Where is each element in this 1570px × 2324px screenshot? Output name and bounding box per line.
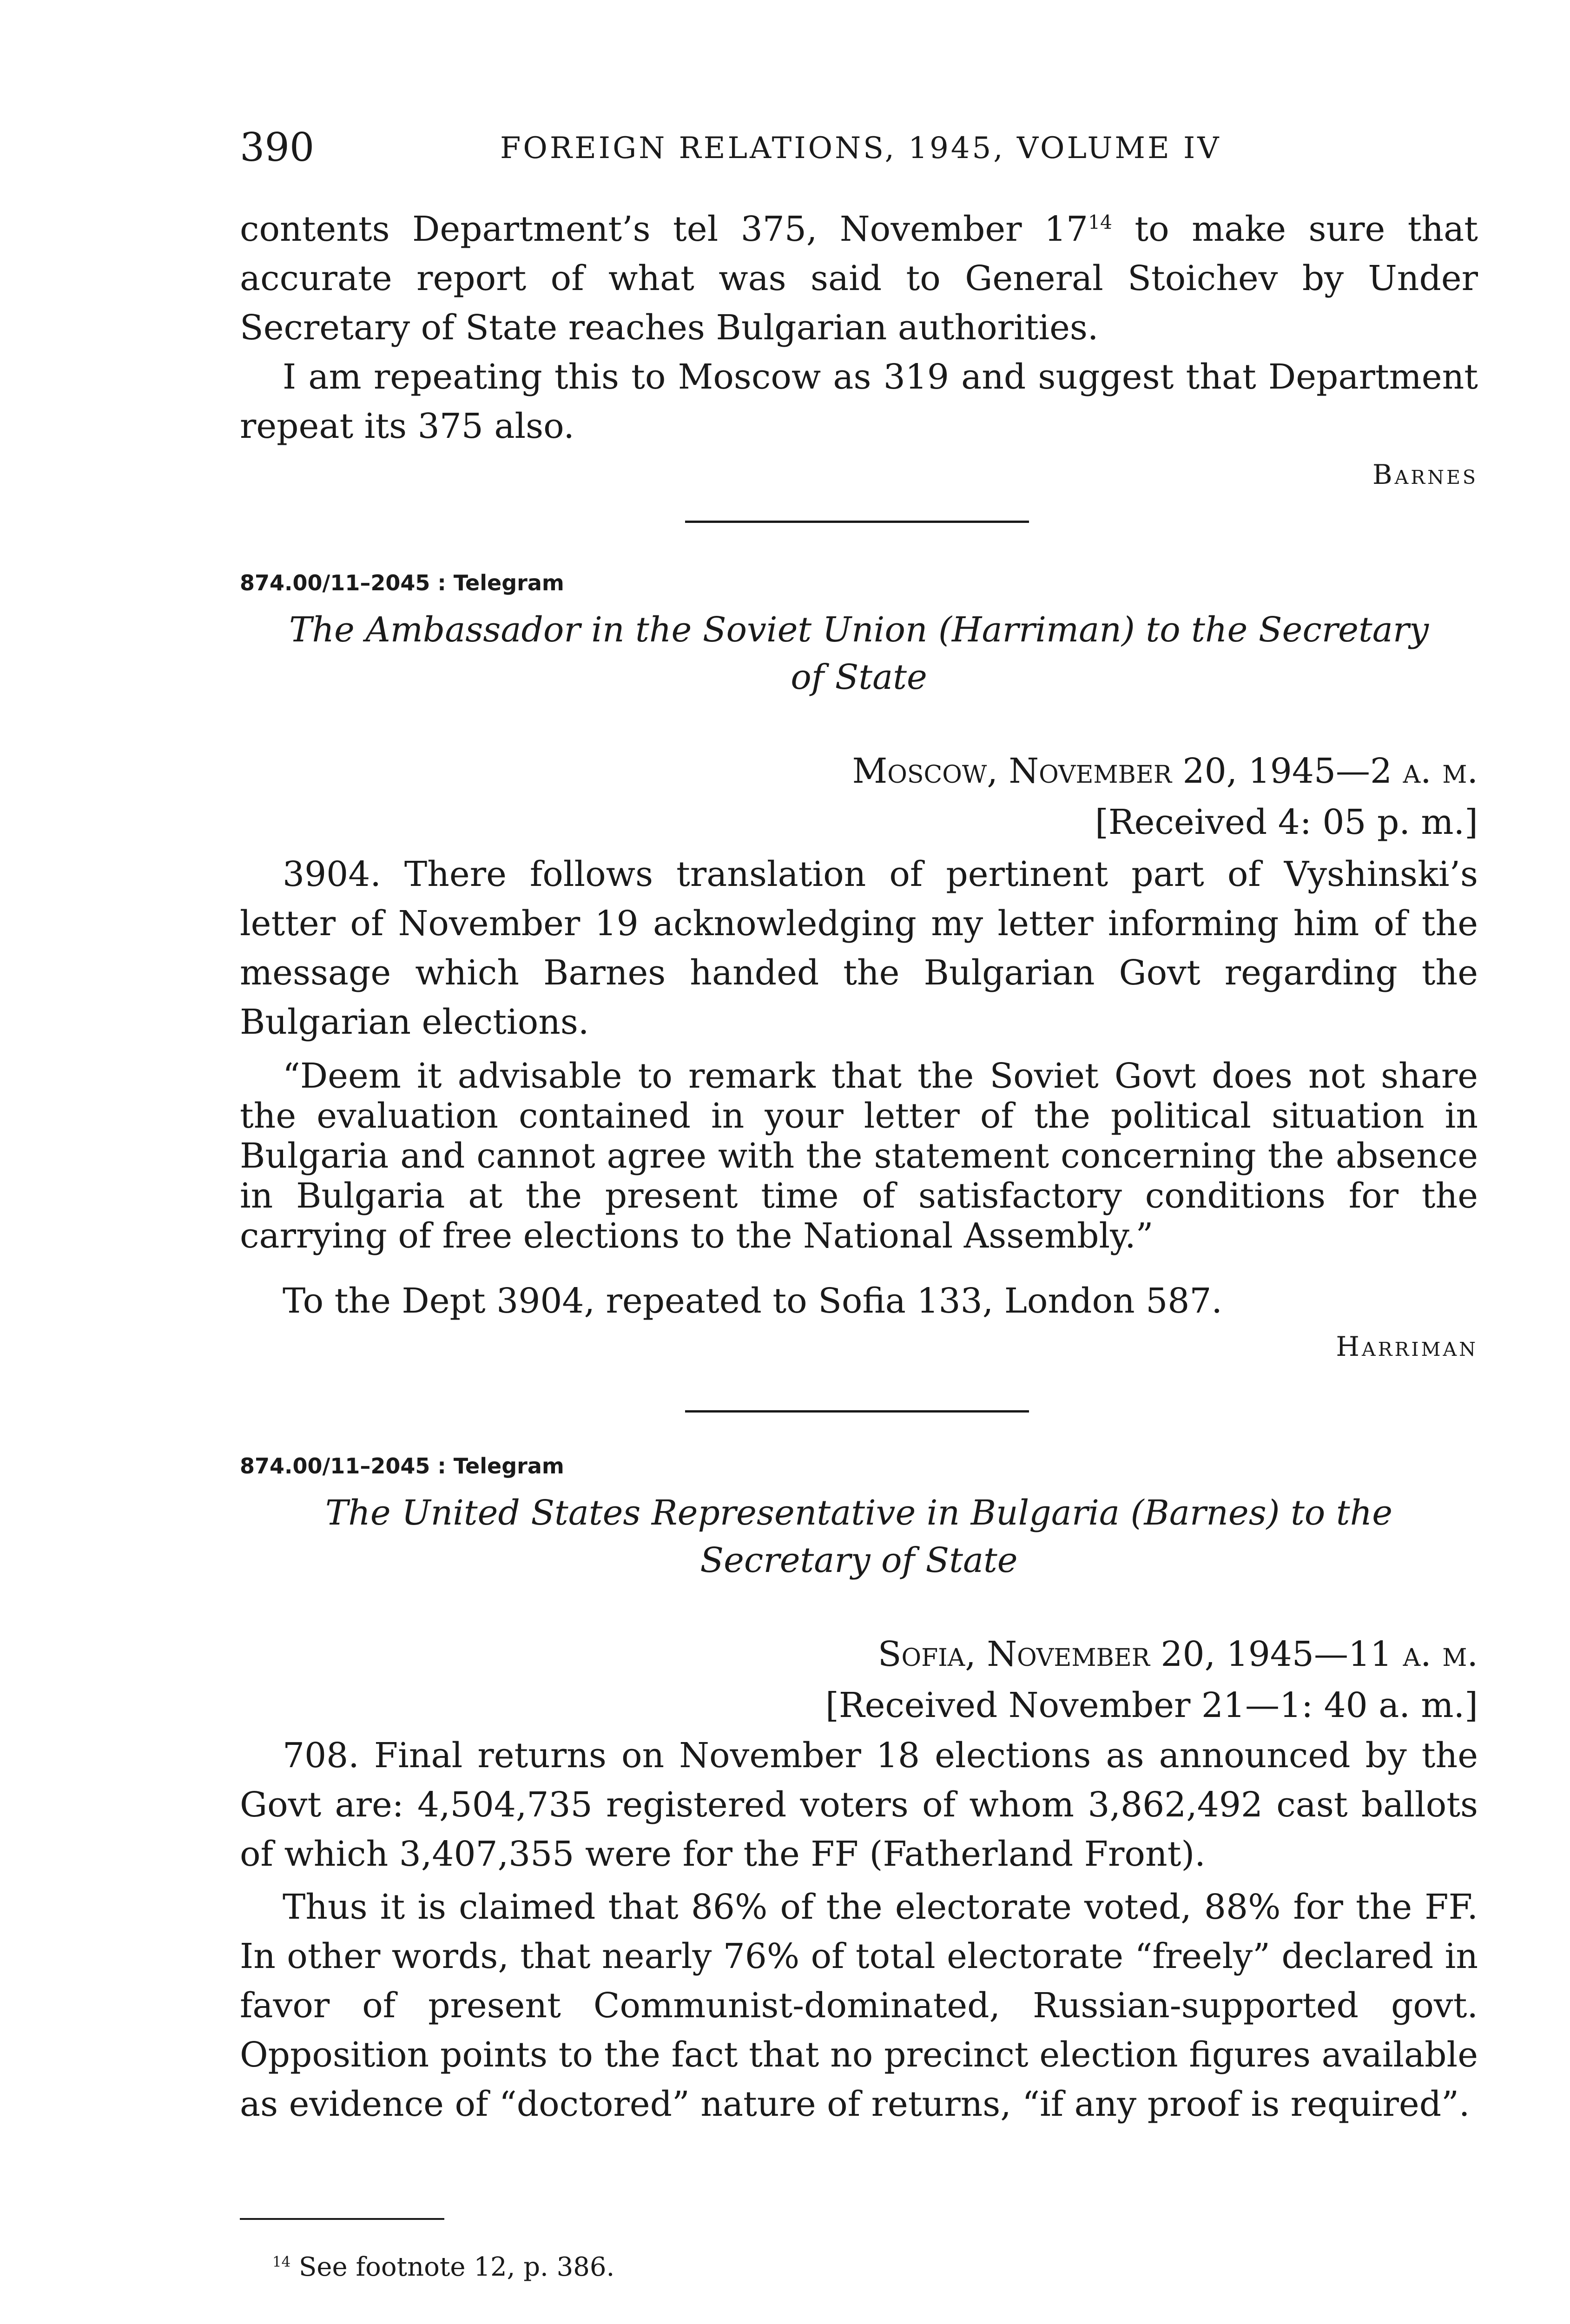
doc1-body	[240, 205, 1478, 495]
doc3-heading-line2: Secretary of State	[700, 1540, 1018, 1580]
doc2-signature: Harriman	[1336, 1331, 1478, 1362]
section-divider	[685, 1410, 1029, 1413]
doc1-paragraph-2: I am repeating this to Moscow as 319 and suggest that Department repeat its 375 also.	[240, 357, 1478, 446]
footnote-14: $^{14}$ See footnote 12, p. 386.	[272, 2252, 615, 2282]
doc3-paragraph-1: 708. Final returns on November 18 elections as announced by the Govt are: 4,504,735 registered voters of whom 3,862,492 cast ballots of which 3,407,355 were for the FF (Fatherland Front).	[240, 1736, 1478, 1874]
doc3-received: [Received November 21—1: 40 a. m.]	[825, 1685, 1478, 1725]
section-divider	[685, 521, 1029, 523]
doc2-heading-line2: of State	[791, 657, 927, 697]
doc2-paragraph-1: 3904. There follows translation of pertinent part of Vyshinski’s letter of November 19 acknowledging my letter informing him of the message which Barnes handed the Bulgarian Govt regarding the Bulgarian elections.	[240, 854, 1478, 1042]
running-head: FOREIGN RELATIONS, 1945, VOLUME IV	[500, 131, 1221, 165]
doc3-heading-line1: The United States Representative in Bulgaria (Barnes) to the	[325, 1493, 1393, 1533]
doc3-file-id: 874.00/11–2045 : Telegram	[240, 1453, 564, 1479]
doc2-file-id: 874.00/11–2045 : Telegram	[240, 570, 564, 595]
doc1-paragraph-1: contents Department’s tel 375, November 17$^{14}$ to make sure that accurate report of what was said to General Stoichev by Under Secretary of State reaches Bulgarian authorities.	[240, 209, 1478, 348]
doc3-paragraph-2: Thus it is claimed that 86% of the electorate voted, 88% for the FF. In other words, that nearly 76% of total electorate “freely” declared in favor of present Communist-dominated, Russian-supported govt. Opposition points to the fact that no precinct election figures available as evidence of “doctored” nature of returns, “if any proof is required”.	[240, 1887, 1478, 2124]
footnote-rule	[240, 2218, 444, 2220]
footnote-ref: 14	[1088, 211, 1112, 234]
doc2-body	[240, 568, 1478, 1367]
doc2-heading-line1: The Ambassador in the Soviet Union (Harriman) to the Secretary	[289, 610, 1429, 650]
doc3-body	[240, 1451, 1478, 2129]
doc2-received: [Received 4: 05 p. m.]	[1095, 802, 1478, 842]
page-header	[240, 125, 1478, 176]
footnotes	[240, 2249, 1478, 2286]
page-number: 390	[240, 125, 315, 170]
doc1-signature: Barnes	[1372, 459, 1478, 490]
doc2-quote: “Deem it advisable to remark that the Soviet Govt does not share the evaluation contained in your letter of the political situation in Bulgaria and cannot agree with the statement concerning the absence in Bulgaria at the present time of satisfactory conditions for the carrying of free elections to the National Assembly.”	[240, 1056, 1478, 1256]
doc2-paragraph-3: To the Dept 3904, repeated to Sofia 133, London 587.	[283, 1281, 1222, 1321]
doc3-dateline: Sofia, November 20, 1945—11 a. m.	[877, 1634, 1478, 1674]
doc2-dateline: Moscow, November 20, 1945—2 a. m.	[852, 751, 1478, 791]
